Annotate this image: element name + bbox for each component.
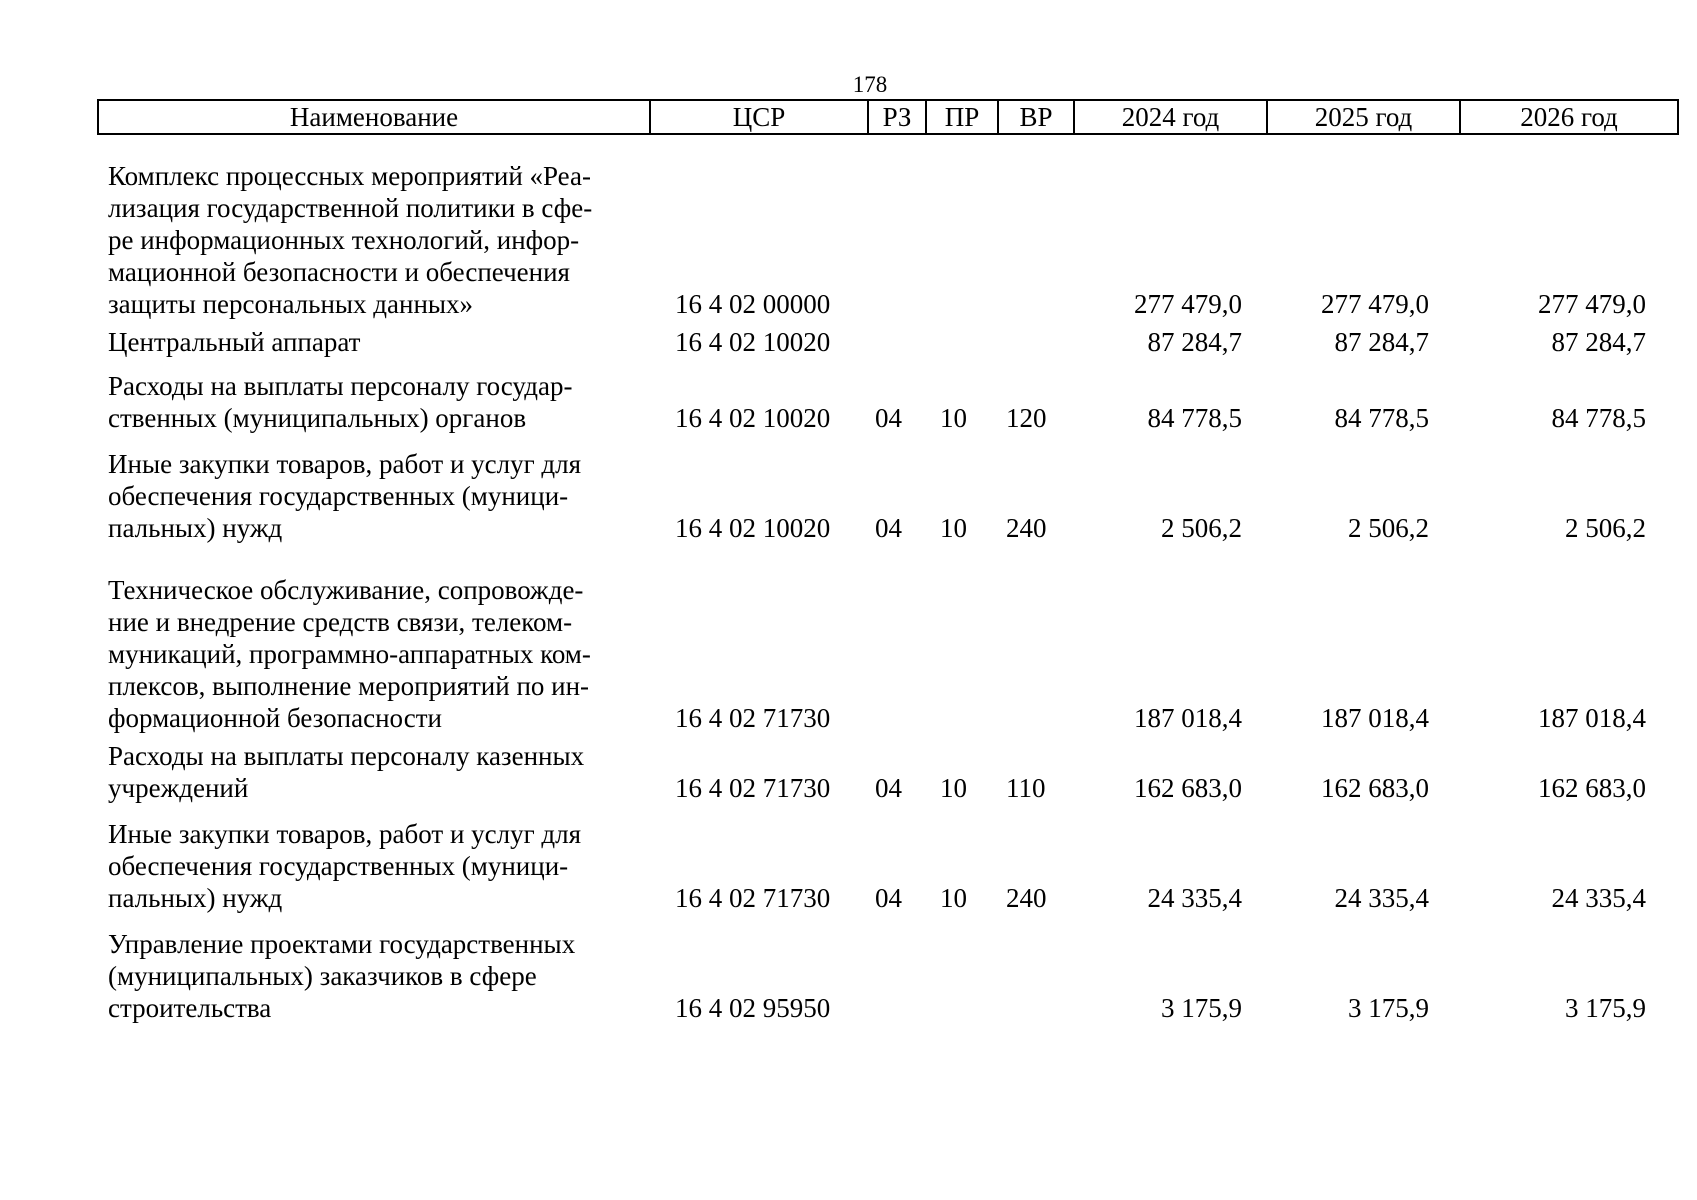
row-rz: 04	[875, 513, 902, 543]
row-2026: 277 479,0	[1538, 289, 1646, 319]
row-csr: 16 4 02 10020	[675, 327, 831, 357]
row-name-line: плексов, выполнение мероприятий по ин-	[108, 671, 590, 701]
row-2025: 277 479,0	[1321, 289, 1429, 319]
row-name	[108, 448, 648, 544]
header-vr: ВР	[998, 100, 1074, 134]
row-name	[108, 818, 648, 914]
row-2026: 87 284,7	[1551, 327, 1646, 357]
row-name-line: учреждений	[108, 773, 249, 803]
row-2025: 187 018,4	[1321, 703, 1429, 733]
row-name	[108, 928, 648, 1024]
row-name	[108, 574, 648, 734]
row-2025: 162 683,0	[1321, 773, 1429, 803]
row-csr: 16 4 02 71730	[675, 883, 831, 913]
row-2026: 84 778,5	[1551, 403, 1646, 433]
row-name-line: пальных) нужд	[108, 883, 283, 913]
row-2024: 87 284,7	[1147, 327, 1242, 357]
row-name-line: пальных) нужд	[108, 513, 283, 543]
row-2024: 84 778,5	[1147, 403, 1242, 433]
row-2024: 3 175,9	[1161, 993, 1242, 1023]
row-2025: 87 284,7	[1334, 327, 1429, 357]
row-2026: 162 683,0	[1538, 773, 1646, 803]
row-pr: 10	[940, 513, 967, 543]
row-name-line: обеспечения государственных (муници-	[108, 481, 569, 511]
row-name-line: формационной безопасности	[108, 703, 442, 733]
table-row	[0, 574, 1697, 734]
header-pr: ПР	[926, 100, 998, 134]
row-pr: 10	[940, 403, 967, 433]
header-rz: РЗ	[868, 100, 926, 134]
row-name	[108, 160, 648, 320]
table-row	[0, 160, 1697, 320]
row-2025: 24 335,4	[1334, 883, 1429, 913]
row-2024: 24 335,4	[1147, 883, 1242, 913]
header-name: Наименование	[98, 100, 650, 134]
row-rz: 04	[875, 883, 902, 913]
row-2025: 84 778,5	[1334, 403, 1429, 433]
row-name-line: (муниципальных) заказчиков в сфере	[108, 961, 537, 991]
row-csr: 16 4 02 71730	[675, 703, 831, 733]
row-name-line: Центральный аппарат	[108, 327, 361, 357]
row-name	[108, 740, 648, 804]
row-name-line: ственных (муниципальных) органов	[108, 403, 527, 433]
row-2026: 24 335,4	[1551, 883, 1646, 913]
row-2026: 2 506,2	[1565, 513, 1646, 543]
row-csr: 16 4 02 10020	[675, 403, 831, 433]
row-csr: 16 4 02 00000	[675, 289, 831, 319]
header-2024: 2024 год	[1074, 100, 1267, 134]
table-body	[0, 160, 1697, 1024]
header-csr: ЦСР	[650, 100, 868, 134]
row-2024: 162 683,0	[1134, 773, 1242, 803]
table-row	[0, 326, 1697, 358]
row-pr: 10	[940, 773, 967, 803]
row-name	[108, 370, 648, 434]
header-2026: 2026 год	[1460, 100, 1678, 134]
row-2026: 187 018,4	[1538, 703, 1646, 733]
row-name-line: защиты персональных данных»	[108, 289, 474, 319]
table-row	[0, 448, 1697, 544]
row-vr: 240	[1006, 513, 1047, 543]
row-name-line: Техническое обслуживание, сопровожде-	[108, 575, 584, 605]
row-name-line: лизация государственной политики в сфе-	[108, 193, 593, 223]
page-number: 178	[852, 72, 888, 97]
table-row	[0, 740, 1697, 804]
row-vr: 110	[1006, 773, 1046, 803]
row-csr: 16 4 02 10020	[675, 513, 831, 543]
row-csr: 16 4 02 95950	[675, 993, 831, 1023]
row-name-line: Иные закупки товаров, работ и услуг для	[108, 819, 582, 849]
row-name-line: строительства	[108, 993, 272, 1023]
row-name-line: Расходы на выплаты персоналу казенных	[108, 741, 585, 771]
row-pr: 10	[940, 883, 967, 913]
row-csr: 16 4 02 71730	[675, 773, 831, 803]
row-rz: 04	[875, 773, 902, 803]
table-row	[0, 818, 1697, 914]
row-2025: 2 506,2	[1348, 513, 1429, 543]
row-name-line: муникаций, программно-аппаратных ком-	[108, 639, 591, 669]
row-2024: 277 479,0	[1134, 289, 1242, 319]
row-name-line: Комплекс процессных мероприятий «Реа-	[108, 161, 591, 191]
row-name-line: Иные закупки товаров, работ и услуг для	[108, 449, 582, 479]
table-row	[0, 370, 1697, 434]
row-name-line: Управление проектами государственных	[108, 929, 576, 959]
row-2024: 2 506,2	[1161, 513, 1242, 543]
table-header	[97, 99, 1679, 135]
row-name-line: мационной безопасности и обеспечения	[108, 257, 570, 287]
row-vr: 120	[1006, 403, 1047, 433]
row-name-line: обеспечения государственных (муници-	[108, 851, 569, 881]
row-2026: 3 175,9	[1565, 993, 1646, 1023]
header-2025: 2025 год	[1267, 100, 1460, 134]
row-2024: 187 018,4	[1134, 703, 1242, 733]
row-name	[108, 326, 648, 358]
table-row	[0, 928, 1697, 1024]
row-name-line: ние и внедрение средств связи, телеком-	[108, 607, 573, 637]
row-rz: 04	[875, 403, 902, 433]
row-2025: 3 175,9	[1348, 993, 1429, 1023]
row-name-line: Расходы на выплаты персоналу государ-	[108, 371, 573, 401]
row-vr: 240	[1006, 883, 1047, 913]
row-name-line: ре информационных технологий, инфор-	[108, 225, 580, 255]
